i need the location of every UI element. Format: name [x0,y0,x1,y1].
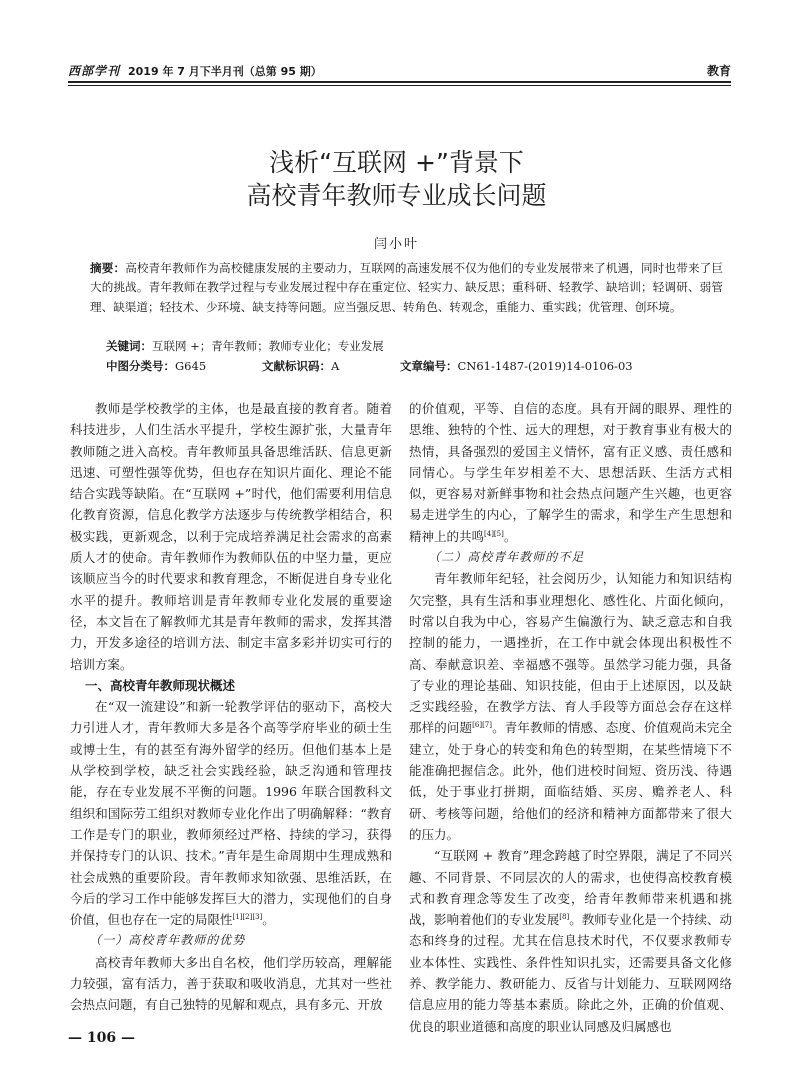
paragraph-3 [409,845,732,1037]
citation: [1][2][3] [232,912,263,921]
header-rule-thin [68,85,731,86]
article-title [0,146,793,212]
citation: [6][7] [472,721,492,730]
subsection-2-heading: （二）高校青年教师的不足 [428,550,585,565]
section-label: 教育 [706,64,731,78]
clc-number [106,357,262,375]
paragraph-3-text: “互联网 + 教育”理念跨越了时空界限，满足了不同兴趣、不同背景、不同层次的人的需求，也使得高校教育模式和教育理念等发生了改变，给青年教师带来机遇和挑战，影响着他们的专业发展 [409,848,732,928]
section-1-heading: 一、高校青年教师现状概述 [85,677,236,693]
subsection-2-text: 青年教师年纪轻，社会阅历少，认知能力和知识结构欠完整，具有生活和事业理想化、感性化、片面化倾向，时常以自我为中心，容易产生偏激行为、缺乏意志和自我控制的能力，一遇挫折，在工作中就会体现出积极性不高、奉献意识差、幸福感不强等。虽然学习能力强，具备了专业的理论基础、知识技能，但由于上述原因，以及缺乏实践经验，在教学方法、育人手段等方面总会存在这样那样的问题 [409,571,732,736]
body-column-left [70,398,392,1016]
clc-label: 中图分类号： [106,359,175,373]
journal-logo: 西部学刊 [68,64,121,78]
page-number: — 106 — [68,1030,135,1046]
subsection-1-paragraph-cont [409,398,732,547]
section-1-paragraph [70,696,392,930]
section-1-end: 。 [262,912,275,928]
subsection-1-paragraph-start [70,952,392,1016]
subsection-1-heading: （一）高校青年教师的优势 [89,933,246,948]
doc-code-value: A [331,359,340,373]
doc-code-label: 文献标识码： [262,359,331,373]
intro-paragraph: 教师是学校教学的主体，也是最直接的教育者。随着科技进步，人们生活水平提升，学校生源扩张，大量青年教师随之进入高校。青年教师虽具备思维活跃、信息更新迅速、可塑性强等优势，但也存在知识片面化、理论不能结合实践等缺陷。在“互联网 +”时代，他们需要利用信息化教育资源，信息化教学方法逐步与传统教学相结合，积极实践，更新观念，以利于完成培养满足社会需求的高素质人才的使命。青年教师作为教师队伍的中坚力量，更应该顺应当今的时代要求和教育理念，不断促进自身专业化水平的提升。教师培训是青年教师专业化发展的重要途径，本文旨在了解教师尤其是青年教师的需求，发挥其潜力，开发多途径的培训方法、制定丰富多彩并切实可行的培训方案。 [70,401,392,672]
article-number [400,357,633,375]
abstract-text: 高校青年教师作为高校健康发展的主要动力，互联网的高速发展不仅为他们的专业发展带来了机遇，同时也带来了巨大的挑战。青年教师在教学过程与专业发展过程中存在重定位、轻实力、缺反思；重科研、轻教学、缺培训；轻调研、弱管理、缺渠道；轻技术、少环境、缺支持等问题。应当强反思、转角色、转观念，重能力、重实践；优管理、创环境。 [90,261,723,314]
subsection-1-text: 高校青年教师大多出自名校，他们学历较高，理解能力较强，富有活力，善于获取和吸收消息，尤其对一些社会热点问题，有自己独特的见解和观点，具有多元、开放 [70,954,392,1013]
abstract [90,259,723,317]
keywords [106,337,733,355]
subsection-1-text-cont: 的价值观，平等、自信的态度。具有开阔的眼界、理性的思维、独特的个性、远大的理想，对于教育事业有极大的热情，具备强烈的爱国主义情怀，富有正义感、责任感和同情心。与学生年岁相差不大、思想活跃、生活方式相似，更容易对新鲜事物和社会热点问题产生兴趣，也更容易走进学生的内心，了解学生的需求，和学生产生思想和精神上的共鸣 [409,401,732,544]
citation: [4][5] [484,529,504,538]
article-number-value: CN61-1487-(2019)14-0106-03 [457,359,633,373]
keywords-label: 关键词： [106,339,152,353]
classification-line [106,357,733,375]
subsection-2-end: 。青年教师的情感、态度、价值观尚未完全建立，处于身心的转变和角色的转型期，在某些情境下不能准确把握信念。此外，他们进校时间短、资历浅、待遇低，处于事业打拼期，面临结婚、买房、赡养老人、科研、考核等问题，给他们的经济和精神方面都带来了很大的压力。 [409,720,732,842]
section-1-text: 在“双一流建设”和新一轮教学评估的驱动下，高校大力引进人才，青年教师大多是各个高等学府毕业的硕士生或博士生，有的甚至有海外留学的经历。但他们基本上是从学校到学校，缺乏社会实践经验，缺乏沟通和管理技能，存在专业发展不平衡的问题。1996 年联合国教科文组织和国际劳工组织对教师专业化作出了明确解释：“教育工作是专门的职业，教师须经过严格、持续的学习，获得并保持专门的认识、技术。”青年是生命周期中生理成熟和社会成熟的重要阶段。青年教师求知欲强、思维活跃，在今后的学习工作中能够发挥巨大的潜力，实现他们的自身价值，但也存在一定的局限性 [70,699,392,928]
header-rule-thick [68,81,731,83]
clc-value: G645 [175,359,207,373]
title-line-1: 浅析“互联网 +”背景下 [269,148,524,177]
body-column-right [409,398,732,1037]
keywords-text: 互联网 +；青年教师；教师专业化；专业发展 [152,339,384,353]
issue-info: 2019 年 7 月下半月刊（总第 95 期） [128,65,322,78]
citation: [8] [559,912,570,921]
document-code [262,357,400,375]
paragraph-3-end: 。教师专业化是一个持续、动态和终身的过程。尤其在信息技术时代，不仅要求教师专业本体性、实践性、条件性知识扎实，还需要具备文化修养、教学能力、教研能力、反省与计划能力、互联网网络信息应用的能力等基本素质。除此之外，正确的价值观、优良的职业道德和高度的职业认同感及归属感也 [409,912,732,1034]
abstract-label: 摘要： [90,261,126,275]
subsection-1-end: 。 [503,528,517,544]
subsection-2-paragraph [409,568,732,845]
author-name: 闫小叶 [373,237,419,252]
title-line-2: 高校青年教师专业成长问题 [246,181,547,210]
article-number-label: 文章编号： [400,359,458,373]
running-header [68,58,731,80]
